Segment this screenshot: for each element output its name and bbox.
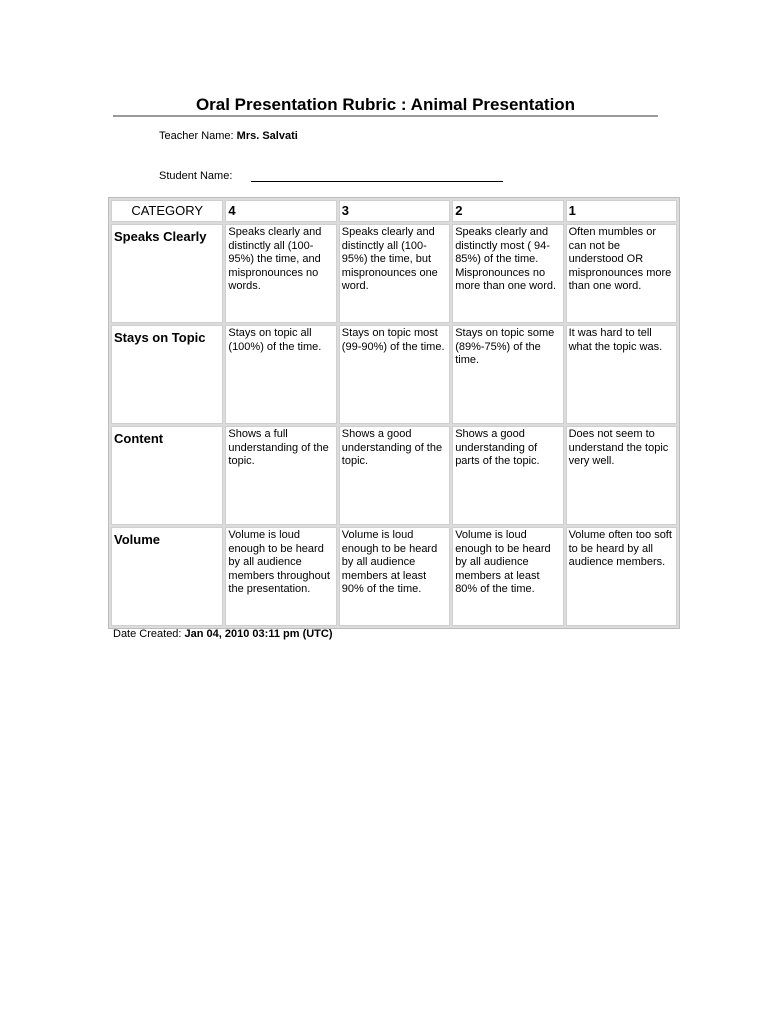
date-created-line [113, 627, 333, 641]
rubric-table [108, 197, 680, 629]
rubric-header-row [111, 200, 677, 222]
rubric-cell: Stays on topic all (100%) of the time. [225, 325, 336, 424]
rubric-cell: Speaks clearly and distinctly all (100-95%) the time, and mispronounces no words. [225, 224, 336, 323]
teacher-name-label: Teacher Name: [159, 130, 234, 142]
header-score-4: 4 [225, 200, 336, 222]
title-underline [113, 115, 658, 117]
rubric-cell: Volume is loud enough to be heard by all audience members at least 90% of the time. [339, 527, 450, 626]
rubric-row-volume [111, 527, 677, 626]
rubric-cell: Speaks clearly and distinctly most ( 94-85%) of the time. Mispronounces no more than one word. [452, 224, 563, 323]
rubric-cell: Speaks clearly and distinctly all (100-95%) the time, but mispronounces one word. [339, 224, 450, 323]
page-title: Oral Presentation Rubric : Animal Presentation [195, 95, 576, 114]
teacher-name-line [159, 129, 298, 143]
rubric-row-content [111, 426, 677, 525]
rubric-cell: Often mumbles or can not be understood OR mispronounces more than one word. [566, 224, 677, 323]
row-category: Volume [111, 527, 223, 626]
header-score-3: 3 [339, 200, 450, 222]
rubric-cell: Shows a good understanding of parts of the topic. [452, 426, 563, 525]
student-name-blank [251, 181, 503, 182]
student-name-label: Student Name: [159, 170, 233, 182]
rubric-cell: It was hard to tell what the topic was. [566, 325, 677, 424]
rubric-cell: Shows a full understanding of the topic. [225, 426, 336, 525]
row-category: Content [111, 426, 223, 525]
teacher-name-value: Mrs. Salvati [236, 130, 298, 142]
rubric-cell: Volume is loud enough to be heard by all audience members at least 80% of the time. [452, 527, 563, 626]
rubric-row-speaks-clearly [111, 224, 677, 323]
row-category: Stays on Topic [111, 325, 223, 424]
student-name-line [159, 169, 232, 183]
header-score-1: 1 [566, 200, 677, 222]
rubric-cell: Volume often too soft to be heard by all audience members. [566, 527, 677, 626]
rubric-cell: Stays on topic most (99-90%) of the time. [339, 325, 450, 424]
date-created-value: Jan 04, 2010 03:11 pm (UTC) [184, 628, 333, 640]
row-category: Speaks Clearly [111, 224, 223, 323]
date-created-label: Date Created: [113, 628, 182, 640]
rubric-row-stays-on-topic [111, 325, 677, 424]
rubric-cell: Does not seem to understand the topic very well. [566, 426, 677, 525]
rubric-cell: Volume is loud enough to be heard by all audience members throughout the presentation. [225, 527, 336, 626]
header-category: CATEGORY [111, 200, 223, 222]
header-score-2: 2 [452, 200, 563, 222]
rubric-cell: Stays on topic some (89%-75%) of the time. [452, 325, 563, 424]
rubric-cell: Shows a good understanding of the topic. [339, 426, 450, 525]
